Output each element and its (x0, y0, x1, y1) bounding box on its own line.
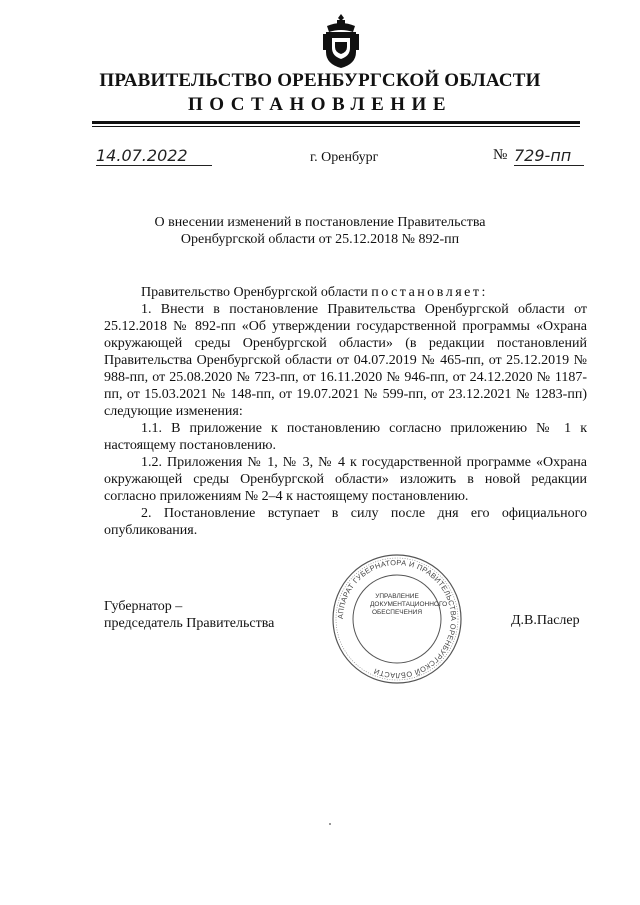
clause-1-2: 1.2. Приложения № 1, № 3, № 4 к государственной программе «Охрана окружающей среды Оренбургской области» изложить в новой редакции согласно приложениям № 2–4 к настоящему постановлению. (104, 455, 587, 504)
document-type: ПОСТАНОВЛЕНИЕ (187, 94, 453, 115)
document-number: 729-пп (514, 146, 584, 166)
signer-position-line-1: Губернатор – (104, 599, 183, 614)
signer-name: Д.В.Паслер (511, 613, 580, 628)
stamp-line-3: ОБЕСПЕЧЕНИЯ (371, 609, 423, 616)
stamp-ring-text: АППАРАТ ГУБЕРНАТОРА И ПРАВИТЕЛЬСТВА ОРЕНБУРГСКОЙ ОБЛАСТИ (335, 557, 459, 681)
clause-2: 2. Постановление вступает в силу после дня его официального опубликования. (104, 506, 587, 538)
intro-prefix: Правительство Оренбургской области (141, 285, 368, 300)
stamp-seal-icon (330, 552, 464, 686)
clause-1: 1. Внести в постановление Правительства Оренбургской области от 25.12.2018 № 892-пп «Об утверждении государственной программы «Охрана окружающей среды Оренбургской области» (в редакции постановлений Правительства Оренбургской области от 04.07.2019 № 465-пп, от 25.12.2019 № 988-пп, от 25.08.2020 № 723-пп, от 16.11.2020 № 946-пп, от 24.12.2020 № 1187-пп, от 15.03.2021 № 148-пп, от 19.07.2021 № 599-пп, от 23.12.2021 № 1283-пп) следующие изменения: (104, 302, 587, 419)
intro-verb: постановляет: (371, 285, 488, 300)
intro-paragraph (104, 284, 587, 301)
page-speck (329, 823, 331, 825)
header-rule-thick (92, 121, 580, 124)
official-stamp (330, 552, 464, 686)
clause-1-1: 1.1. В приложение к постановлению согласно приложению № 1 к настоящему постановлению. (104, 421, 587, 453)
title-line-1: О внесении изменений в постановление Правительства (154, 215, 486, 230)
signer-position-line-2: председатель Правительства (104, 616, 275, 631)
organization-name: ПРАВИТЕЛЬСТВО ОРЕНБУРГСКОЙ ОБЛАСТИ (99, 70, 541, 91)
title-line-2: Оренбургской области от 25.12.2018 № 892-пп (180, 232, 460, 247)
signer-position (104, 598, 274, 632)
document-body (104, 301, 587, 539)
coat-of-arms-icon (323, 12, 359, 70)
stamp-line-2: ДОКУМЕНТАЦИОННОГО (370, 601, 448, 608)
stamp-line-1: УПРАВЛЕНИЕ (375, 593, 419, 600)
header-rule-thin (92, 126, 580, 127)
document-city: г. Оренбург (310, 150, 379, 165)
document-date: 14.07.2022 (96, 146, 212, 166)
stamp-center-text (370, 593, 448, 617)
document-number-label: № (493, 147, 508, 163)
document-title (0, 214, 640, 248)
svg-text:АППАРАТ ГУБЕРНАТОРА И ПРАВИТЕЛ (336, 558, 458, 680)
